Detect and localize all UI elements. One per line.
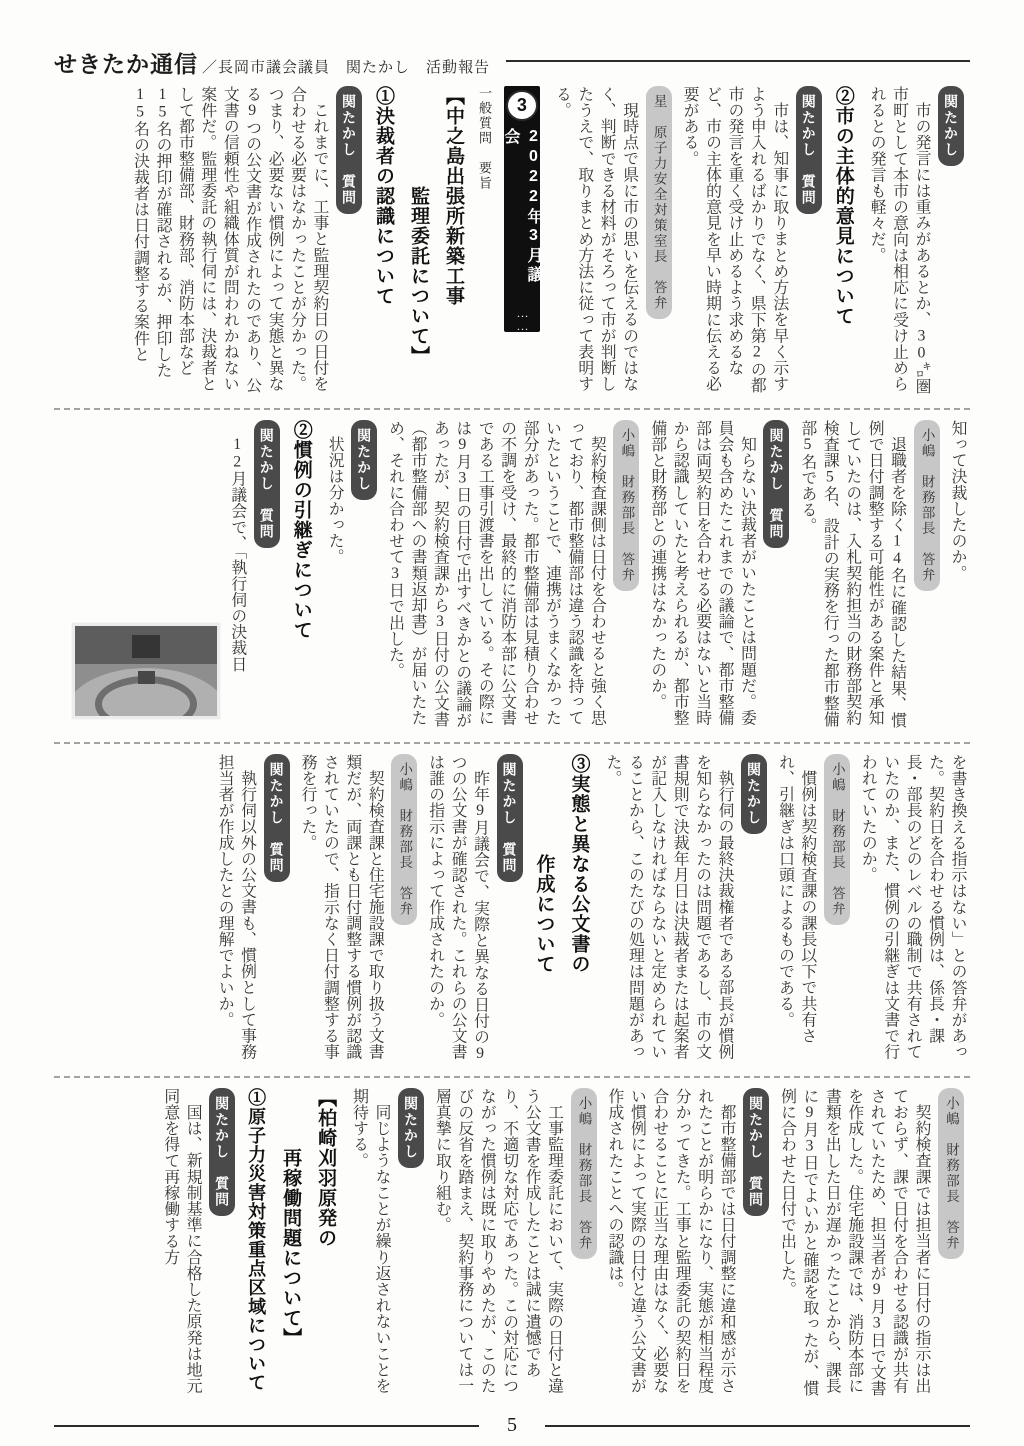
question-text: 12月議会で、「執行伺の決裁日 [228,435,246,672]
band-2 [54,420,970,732]
speaker-badge-seki-question: 関たかし 質問 [336,86,362,214]
speaker-badge-seki-question: 関たかし 質問 [743,1088,769,1216]
speaker-badge-hoshi-answer: 星 原子力安全対策室長 答弁 [646,86,672,319]
section-heading-zone: ①原子力災害対策重点区域について [246,1088,267,1392]
speaker-badge-kojima-answer: 小嶋 財務部長 答弁 [391,754,417,925]
topic-title-line2: 再稼働問題について】 [280,1148,302,1348]
speaker-badge-kojima-answer: 小嶋 財務部長 答弁 [613,420,639,591]
speaker-badge-seki-question: 関たかし 質問 [209,1088,235,1216]
band-4 [54,1088,970,1400]
session-number-circle: 3 [506,90,538,121]
question-text: 市は、知事に取りまとめ方法を早く示すよう申入れるばかりでなく、県下第2の都市の発言を重く受け止めるよう求めるなど、市の主体的意見を早い時期に伝える必要がある。 [681,86,788,394]
session-label: 2022年3月議会 [501,128,542,286]
session-dots: …… [515,306,530,332]
topic-title-line1: 【柏崎刈羽原発の [315,1088,337,1248]
seki-comment: 同じようなことが繰り返されないことを期待する。 [350,1088,390,1394]
seki-comment: 執行伺の最終決裁権者である部長が慣例を知らなかったのは問題であるし、市の文書規則で決裁年月日は決裁者または起案者が記入しなければならないと定められていることから、このたびの処理は問題があった。 [603,754,734,1060]
band-1 [54,86,970,398]
answer-text: 慣例は契約検査課の課長以下で共有され、引継ぎは口頭によるものである。 [776,754,816,1044]
speaker-badge-seki-question: 関たかし 質問 [497,754,523,882]
photo-center-desk [138,671,155,684]
seki-comment: 状況は分かった。 [326,435,344,565]
answer-text: 現時点で県に市の思いを伝えるのではなく、判断できる材料がそろって市が判断したうえで、取りまとめ方法に従って表明する。 [553,86,638,392]
question-text: これまでに、工事と監理契約日の日付を合わせる必要はなかったことが分かった。つまり、必要ない慣例によって実態と異なる9つの公文書が作成されたのであり、公文書の信頼性や組織体質が問われかねない案件だ。監理委託の執行伺には、決裁者として都市整備部、財務部、消防本部など15名の押印が確認されるが、押印した15名の決裁者は日付調整する案件と [131,86,328,394]
speaker-badge-kojima-answer: 小嶋 財務部長 答弁 [914,420,940,591]
newsletter-title: せきたか通信 [54,51,198,77]
answer-text: 契約検査課では担当者に日付の指示は出ておらず、課で日付を合わせる認識が共有されていたため、担当者が9月3日で文書を作成した。住宅施設課では、消防本部に書類を出した日が遅かったことから、課長に9月3日でよいかと確認を取ったが、慣例に合わせた日付で出した。 [778,1088,930,1397]
answer-text: 工事監理委託において、実際の日付と違う公文書を作成したことは誠に遺憾であり、不適切な対応であった。この対応につながった慣例は既に取りやめたが、このたびの反省を踏まえ、契約事務については一層真摯に取り組む。 [433,1088,563,1394]
speaker-badge-kojima-answer: 小嶋 財務部長 答弁 [571,1088,597,1259]
answer-text: 契約検査課側は日付を合わせると強く思っており、都市整備部は違う認識を持っていたということで、連携がうまくなかった部分があった。都市整備部は見積り合わせの不調を受け、最終的に消防本部に公文書である工事引渡書を出している。その際には9月3日の日付で出すべきかとの議論があったが、契約検査課から3日付の公文書（都市整備部への書類返却書）が届いたため、それに合わせて3日で出した。 [386,420,606,729]
question-text: 国は、新規制基準に合格した原発は地元同意を得て再稼働する方 [161,1088,202,1394]
page-footer [54,1414,970,1437]
session-banner [501,86,542,332]
question-text: 昨年9月議会で、実際と異なる日付の9つの公文書が確認された。これらの公文書は誰の指示によって作成されたのか。 [426,754,489,1062]
speaker-badge-seki: 関たかし [398,1088,424,1168]
speaker-badge-seki-question: 関たかし 質問 [763,420,789,548]
footer-rule-right [545,1425,970,1427]
page-number: 5 [507,1414,517,1436]
speaker-badge-seki: 関たかし [938,86,964,166]
seki-comment: 市の発言には重みがあるとか、30㌔圏市町として本市の意向は相応に受け止められるとの発言も軽々だ。 [868,86,930,394]
speaker-badge-seki-question: 関たかし 質問 [264,754,290,882]
dashed-divider [54,408,970,410]
answer-text: 契約検査課と住宅施設課で取り扱う文書類だが、両課とも日付調整する慣例が認識されていたので、指示なく日付調整する事務を行った。 [298,754,384,1060]
question-text: 都市整備部では日付調整に違和感が示されたことが明らかになり、実態が相当程度分かってきた。工事と監理委託の契約日を合わせることに正当な理由はなく、必要ない慣例によって実際の日付と違う公文書が作成されたことへの認識は。 [605,1088,736,1394]
question-text-continued: 知って決裁したのか。 [949,420,966,581]
section-heading-docs-line1: ③実態と異なる公文書の [568,754,590,974]
speaker-badge-seki: 関たかし [741,754,767,834]
general-question-kicker: 一般質問 要旨 [476,86,492,191]
photo-dais [132,635,160,658]
question-text-continued: を書き換える指示はない」との答弁があった。契約日を合わせる慣例は、係長・課長・部長のどのレベルの職制で共有されていたのか、また、慣例の引継ぎは文書で行われていたのか。 [859,754,966,1060]
topic-title-line2: 監理委託について】 [407,186,429,366]
speaker-badge-seki: 関たかし [351,420,377,500]
topic-title-line1: 【中之島出張所新築工事 [442,86,464,306]
dashed-divider [54,742,970,744]
masthead [54,46,970,76]
question-text: 知らない決裁者がいたことは問題だ。委員会も含めたこれまでの議論で、都市整備部は両契約日を合わせる必要はないと当時から認識していたと考えられるが、都市整備部と財務部との連携はなかったのか。 [648,420,756,726]
answer-text: 退職者を除く14名に確認した結果、慣例で日付調整する可能性がある案件と承知していたのは、入札契約担当の財務部契約検査課5名、設計の実務を行った都市整備部5名である。 [798,420,906,728]
council-chamber-photo [75,626,217,716]
speaker-badge-kojima-answer: 小嶋 財務部長 答弁 [824,754,850,925]
speaker-badge-kojima-answer: 小嶋 財務部長 答弁 [938,1088,964,1259]
speaker-badge-seki-question: 関たかし 質問 [254,420,280,548]
band-3 [54,754,970,1066]
dashed-divider [54,1076,970,1078]
speaker-badge-seki-question: 関たかし 質問 [796,86,822,214]
section-heading-city-opinion: ②市の主体的意見について [832,86,854,326]
masthead-rule [506,60,970,62]
section-heading-decision: ①決裁者の認識について [372,86,394,306]
masthead-subtitle: ／長岡市議会議員 関たかし 活動報告 [202,59,491,76]
section-heading-custom-handover: ②慣例の引継ぎについて [290,420,312,640]
question-text: 執行伺以外の公文書も、慣例として事務担当者が作成したとの理解でよいか。 [216,754,256,1060]
section-heading-docs-line2: 作成について [533,854,555,974]
footer-rule-left [54,1425,479,1427]
